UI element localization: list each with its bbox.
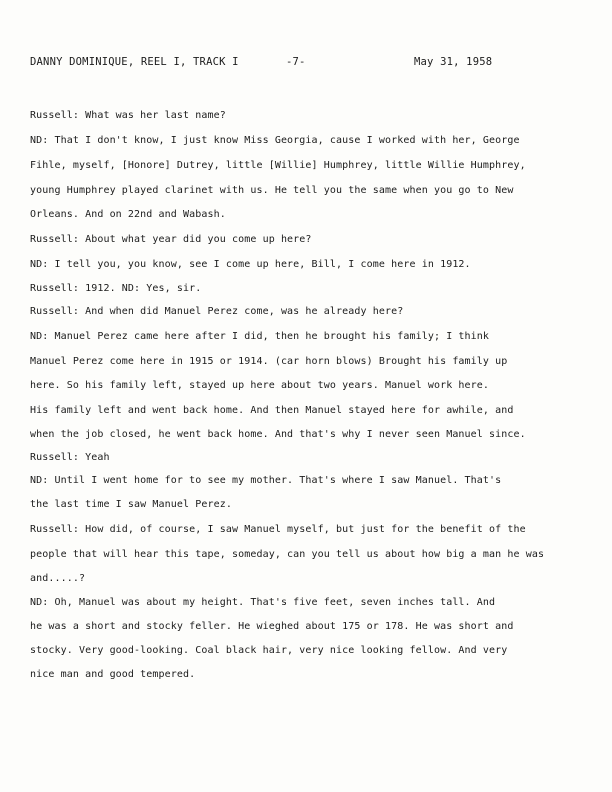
transcript-line: nice man and good tempered. (30, 669, 196, 680)
transcript-line: ND: Manuel Perez came here after I did, then he brought his family; I think (30, 331, 490, 342)
transcript-line: he was a short and stocky feller. He wieghed about 175 or 178. He was short and (30, 621, 514, 632)
page-number: -7- (286, 56, 306, 68)
transcript-line: Russell: Yeah (30, 452, 110, 463)
transcript-line: Russell: And when did Manuel Perez come, was he already here? (30, 306, 404, 317)
transcript-line: Manuel Perez come here in 1915 or 1914. (car horn blows) Brought his family up (30, 356, 508, 367)
header-date: May 31, 1958 (414, 56, 493, 68)
transcript-line: Russell: 1912. ND: Yes, sir. (30, 283, 202, 294)
transcript-line: Russell: How did, of course, I saw Manuel myself, but just for the benefit of the (30, 524, 526, 535)
transcript-line: ND: Oh, Manuel was about my height. That's five feet, seven inches tall. And (30, 597, 496, 608)
transcript-line: young Humphrey played clarinet with us. He tell you the same when you go to New (30, 185, 514, 196)
transcript-line: ND: That I don't know, I just know Miss Georgia, cause I worked with her, George (30, 135, 520, 146)
transcript-line: here. So his family left, stayed up here about two years. Manuel work here. (30, 380, 490, 391)
transcript-line: Orleans. And on 22nd and Wabash. (30, 209, 226, 220)
transcript-body (30, 103, 586, 687)
header-title: DANNY DOMINIQUE, REEL I, TRACK I (30, 56, 239, 68)
transcript-line: ND: Until I went home for to see my mother. That's where I saw Manuel. That's (30, 475, 502, 486)
transcript-line: and.....? (30, 573, 86, 584)
transcript-line: Russell: About what year did you come up here? (30, 234, 312, 245)
transcript-line: Russell: What was her last name? (30, 110, 226, 121)
transcript-line: stocky. Very good-looking. Coal black hair, very nice looking fellow. And very (30, 645, 508, 656)
transcript-line: ND: I tell you, you know, see I come up here, Bill, I come here in 1912. (30, 259, 471, 270)
page-header (30, 56, 590, 72)
transcript-line: people that will hear this tape, someday, can you tell us about how big a man he was (30, 549, 545, 560)
transcript-line: Fihle, myself, [Honore] Dutrey, little [Willie] Humphrey, little Willie Humphrey, (30, 160, 526, 171)
transcript-line: the last time I saw Manuel Perez. (30, 499, 232, 510)
transcript-line: when the job closed, he went back home. And that's why I never seen Manuel since. (30, 429, 526, 440)
transcript-line: His family left and went back home. And then Manuel stayed here for awhile, and (30, 405, 514, 416)
